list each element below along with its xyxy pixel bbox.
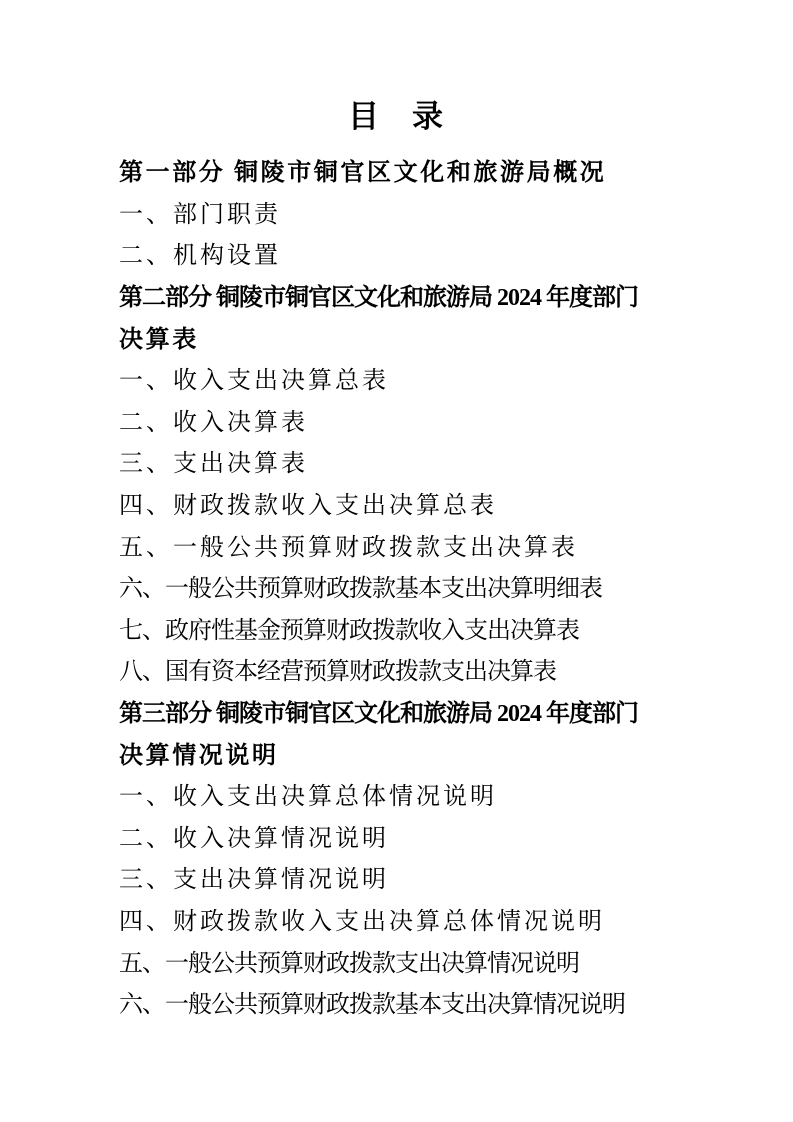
toc-item: 八、国有资本经营预算财政拨款支出决算表 <box>119 659 556 686</box>
section-heading-line: 决算情况说明 <box>119 742 279 769</box>
section-heading-line: 第二部分 铜陵市铜官区文化和旅游局 2024 年度部门 <box>119 285 638 312</box>
toc-item: 七、政府性基金预算财政拨款收入支出决算表 <box>119 617 579 644</box>
section-heading-line: 第一部分 铜陵市铜官区文化和旅游局概况 <box>119 160 607 187</box>
toc-item: 三、支出决算表 <box>119 451 308 478</box>
toc-item: 四、财政拨款收入支出决算总体情况说明 <box>119 908 605 935</box>
page-title: 目 录 <box>348 99 444 134</box>
table-of-contents <box>119 149 673 1022</box>
toc-item: 一、部门职责 <box>119 201 281 228</box>
toc-item: 二、收入决算情况说明 <box>119 825 389 852</box>
toc-section <box>119 149 673 274</box>
section-heading-line: 第三部分 铜陵市铜官区文化和旅游局 2024 年度部门 <box>119 701 638 728</box>
toc-item: 二、收入决算表 <box>119 409 308 436</box>
toc-item: 五、一般公共预算财政拨款支出决算情况说明 <box>119 950 579 977</box>
section-heading-line: 决算表 <box>119 326 199 353</box>
toc-item: 一、收入支出决算总表 <box>119 368 389 395</box>
toc-item: 六、一般公共预算财政拨款基本支出决算明细表 <box>119 576 602 603</box>
toc-item: 六、一般公共预算财政拨款基本支出决算情况说明 <box>119 992 625 1019</box>
toc-item: 四、财政拨款收入支出决算总表 <box>119 493 497 520</box>
toc-section <box>119 274 673 690</box>
toc-item: 一、收入支出决算总体情况说明 <box>119 784 497 811</box>
toc-item: 二、机构设置 <box>119 243 281 270</box>
toc-item: 五、一般公共预算财政拨款支出决算表 <box>119 534 578 561</box>
toc-section <box>119 690 673 1023</box>
toc-item: 三、支出决算情况说明 <box>119 867 389 894</box>
